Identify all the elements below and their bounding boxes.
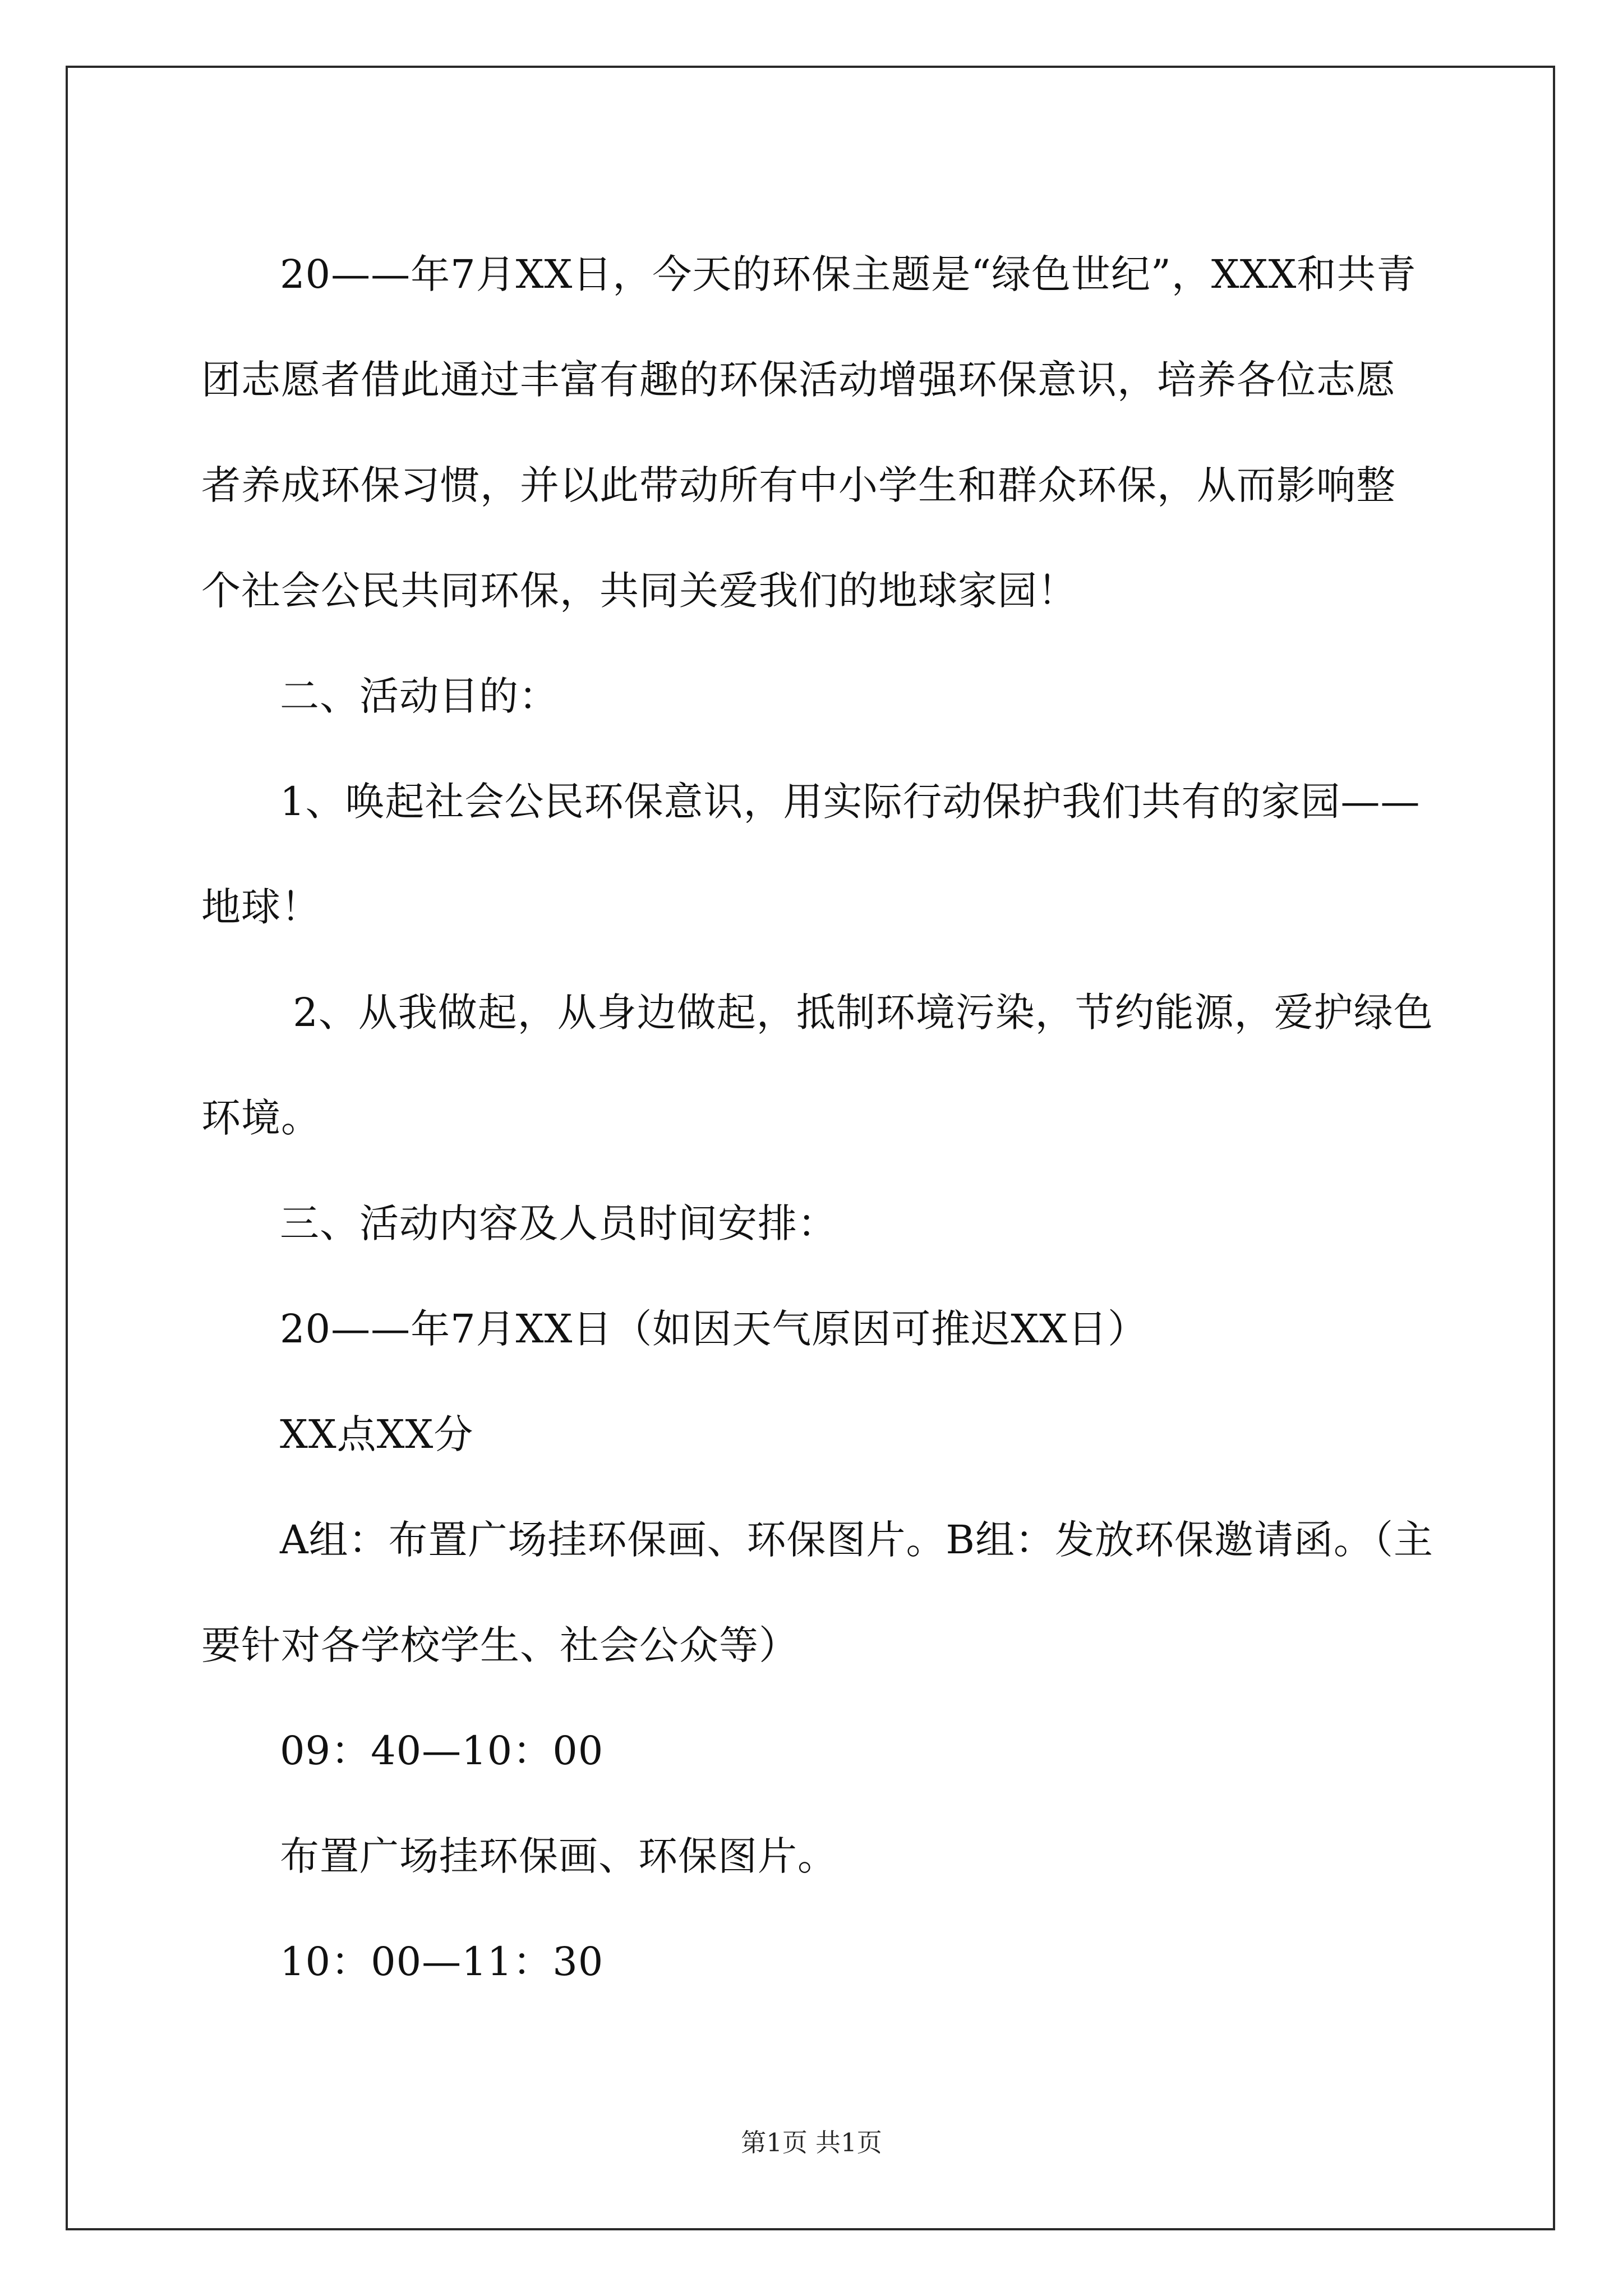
schedule-task: 布置广场挂环保画、环保图片。	[280, 1833, 837, 1879]
page-footer: 第1页 共1页	[741, 2128, 882, 2157]
document-body	[201, 222, 1435, 2014]
heading-activity-schedule: 三、活动内容及人员时间安排：	[280, 1200, 837, 1246]
purpose-item-2: 2、从我做起，从身边做起，抵制环境污染，节约能源，爱护绿色环境。	[201, 990, 1433, 1141]
schedule-time-3: 10：00—11：30	[280, 1939, 604, 1985]
schedule-groups: A组：布置广场挂环保画、环保图片。B组：发放环保邀请函。（主要针对各学校学生、社会公众等）	[201, 1517, 1433, 1668]
purpose-item-1: 1、唤起社会公民环保意识，用实际行动保护我们共有的家园——地球！	[201, 779, 1421, 930]
paragraph-intro: 20——年7月XX日，今天的环保主题是“绿色世纪”，XXX和共青团志愿者借此通过丰富有趣的环保活动增强环保意识，培养各位志愿者养成环保习惯，并以此带动所有中小学生和群众环保，从而影响整个社会公民共同环保，共同关爱我们的地球家园！	[201, 251, 1417, 614]
schedule-date: 20——年7月XX日（如因天气原因可推迟XX日）	[280, 1306, 1147, 1352]
schedule-time-1: XX点XX分	[280, 1411, 474, 1457]
heading-activity-purpose: 二、活动目的：	[280, 673, 559, 719]
schedule-time-2: 09：40—10：00	[280, 1728, 604, 1774]
